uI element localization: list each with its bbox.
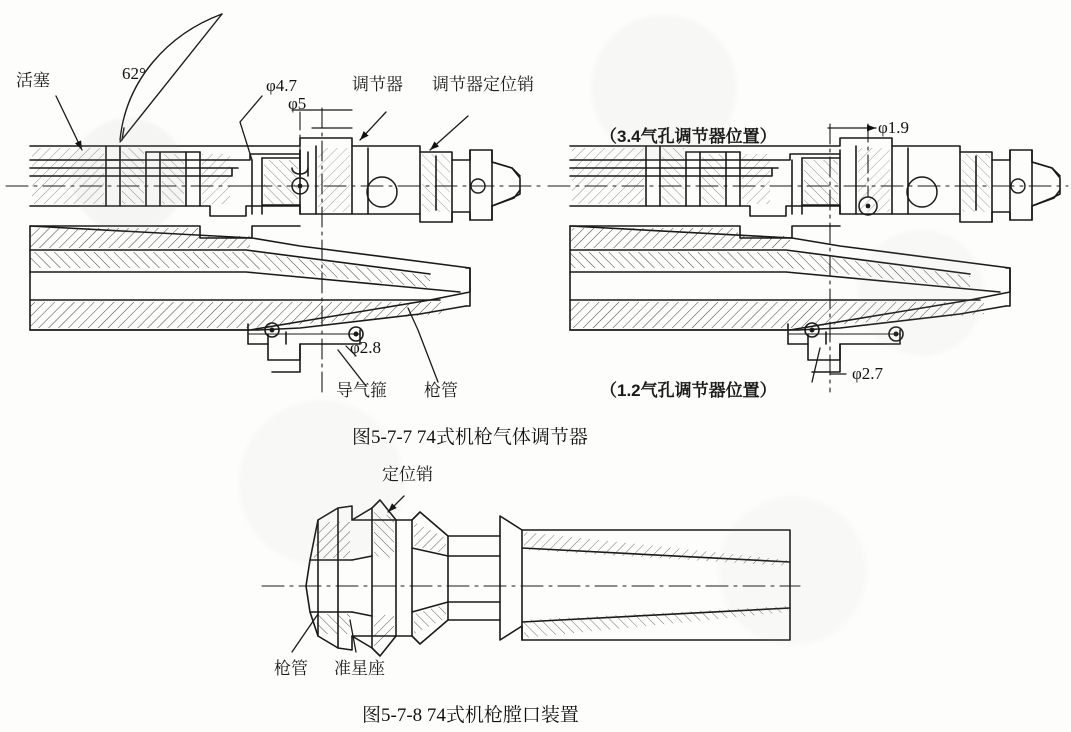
- label-phi-2-7: φ2.7: [852, 364, 884, 383]
- label-phi-5: φ5: [288, 94, 307, 113]
- label-phi-2-8: φ2.8: [350, 338, 382, 357]
- label-gas-collar: 导气箍: [336, 381, 387, 400]
- label-locating-pin: 定位销: [382, 465, 433, 484]
- label-barrel-left: 枪管: [424, 381, 458, 400]
- label-phi-1-9: φ1.9: [878, 118, 910, 137]
- label-angle-62: 62°: [122, 64, 146, 83]
- label-regulator-locating-pin: 调节器定位销: [432, 75, 534, 94]
- label-regulator: 调节器: [352, 75, 403, 94]
- figure-caption-5-7-7: 图5-7-7 74式机枪气体调节器: [352, 427, 588, 448]
- label-front-sight-base: 准星座: [334, 659, 385, 678]
- label-position-3-4: （3.4气孔调节器位置）: [600, 127, 777, 146]
- figure-caption-5-7-8: 图5-7-8 74式机枪膛口装置: [362, 705, 579, 726]
- label-barrel-muzzle: 枪管: [274, 659, 308, 678]
- label-piston: 活塞: [16, 71, 50, 90]
- label-phi-4-7: φ4.7: [266, 76, 298, 95]
- label-position-1-2: （1.2气孔调节器位置）: [600, 381, 777, 400]
